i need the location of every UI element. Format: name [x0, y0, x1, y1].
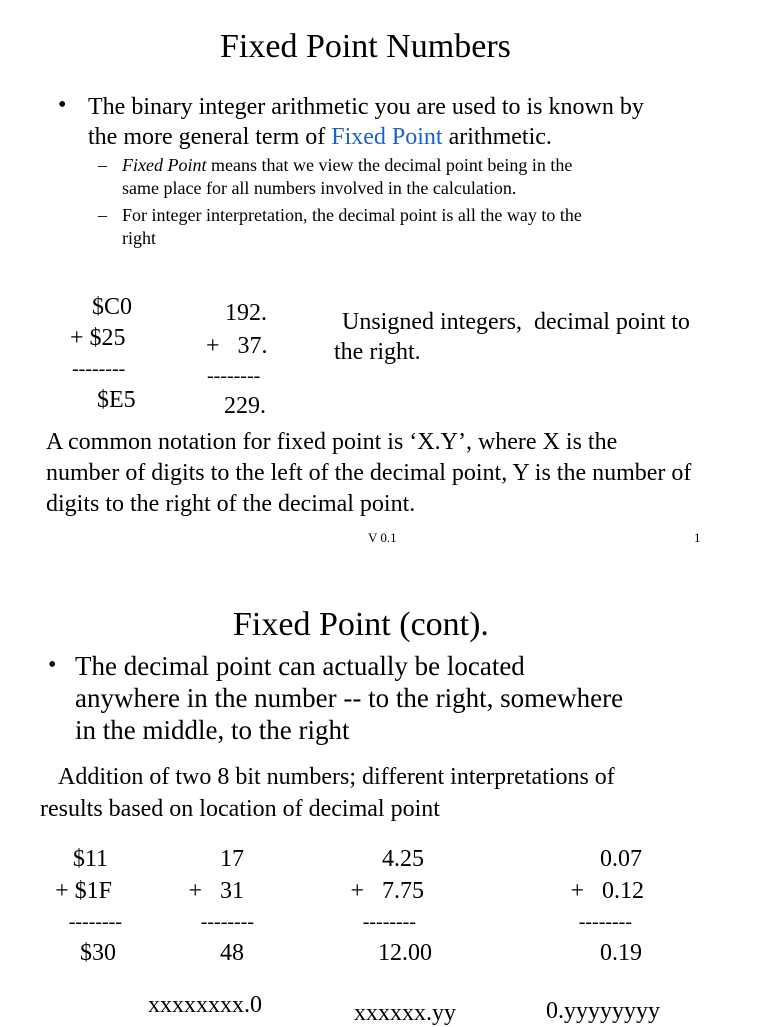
bullet-line-2-suffix: arithmetic. [442, 124, 552, 150]
example-sum: $30 [80, 940, 116, 966]
slide1-bullet [88, 92, 644, 152]
dec-operand-a: 192. [225, 300, 267, 326]
notation-line-3: digits to the right of the decimal point. [46, 491, 416, 517]
notation-line-1: A common notation for fixed point is ‘X.Y’, where X is the [46, 429, 618, 455]
sub-bullet-marker-2: – [98, 205, 107, 225]
slide2-intro [40, 761, 615, 825]
bullet-line-2 [88, 122, 644, 152]
bullet-line-2-prefix: the more general term of [88, 124, 332, 150]
example-column-fraction [556, 843, 646, 969]
slide1-title: Fixed Point Numbers [220, 28, 511, 65]
slide2-intro-line-2: results based on location of decimal point [40, 796, 440, 822]
sub-bullet-marker-1: – [98, 155, 107, 175]
slide2-title: Fixed Point (cont). [233, 606, 489, 643]
sub-bullet-2 [122, 204, 582, 250]
example-separator: -------- [362, 911, 416, 933]
format-fraction: 0.yyyyyyyy [546, 998, 660, 1024]
example-operand-a: 17 [220, 846, 244, 872]
example-sum: 48 [220, 940, 244, 966]
notation-line-2: number of digits to the left of the decimal point, Y is the number of [46, 460, 692, 486]
example-column-integer [180, 843, 260, 969]
sub-bullet-2-line-2: right [122, 228, 156, 248]
example-separator: -------- [578, 911, 632, 933]
side-note-line-1: Unsigned integers, decimal point to [342, 309, 690, 335]
side-note-line-2: the right. [334, 339, 421, 365]
slide2-bullet-marker: • [48, 652, 57, 678]
slide2-bullet-line-1: The decimal point can actually be located [75, 651, 525, 681]
version-label: V 0.1 [368, 530, 397, 545]
hex-operand-a: $C0 [92, 294, 133, 320]
dec-separator: -------- [207, 365, 261, 387]
sub-bullet-1-rest: means that we view the decimal point being in the [206, 155, 573, 175]
page-number: 1 [694, 530, 701, 545]
sub-bullet-1-line-2: same place for all numbers involved in the calculation. [122, 178, 517, 198]
bullet-line-1: The binary integer arithmetic you are used to is known by [88, 94, 644, 120]
example-separator: -------- [200, 911, 254, 933]
example-separator: -------- [68, 911, 122, 933]
format-mixed: xxxxxx.yy [354, 1000, 456, 1026]
slide2-bullet-line-3: in the middle, to the right [75, 715, 350, 745]
dec-operand-b: + 37. [206, 333, 268, 359]
example-operand-a: 4.25 [382, 846, 424, 872]
sub-bullet-1 [122, 154, 572, 200]
example-operand-b: + 0.12 [570, 878, 644, 904]
slide2-bullet [75, 650, 623, 746]
example-operand-b: + 7.75 [350, 878, 424, 904]
slide2-bullet-line-2: anywhere in the number -- to the right, somewhere [75, 683, 624, 713]
sub-bullet-1-italic: Fixed Point [122, 155, 207, 175]
bullet-marker: • [58, 92, 67, 118]
dec-sum: 229. [224, 393, 266, 419]
example-sum: 0.19 [600, 940, 642, 966]
sub-bullet-1-line-1 [122, 154, 572, 177]
example-operand-a: 0.07 [600, 846, 642, 872]
hex-separator: -------- [72, 358, 126, 380]
hex-operand-b: + $25 [70, 325, 126, 351]
example-operand-a: $11 [72, 846, 108, 872]
slide2-intro-line-1: Addition of two 8 bit numbers; different interpretations of [58, 764, 615, 790]
example-operand-b: + $1F [55, 878, 112, 904]
side-note [334, 307, 690, 367]
sub-bullet-2-line-1: For integer interpretation, the decimal point is all the way to the [122, 205, 582, 225]
notation-paragraph [46, 427, 691, 520]
example-operand-b: + 31 [188, 878, 244, 904]
example-column-mixed [340, 843, 440, 969]
format-integer: xxxxxxxx.0 [148, 992, 262, 1018]
example-sum: 12.00 [378, 940, 432, 966]
fixed-point-link[interactable]: Fixed Point [331, 124, 443, 150]
example-column-hex [50, 843, 132, 969]
hex-sum: $E5 [97, 387, 136, 413]
